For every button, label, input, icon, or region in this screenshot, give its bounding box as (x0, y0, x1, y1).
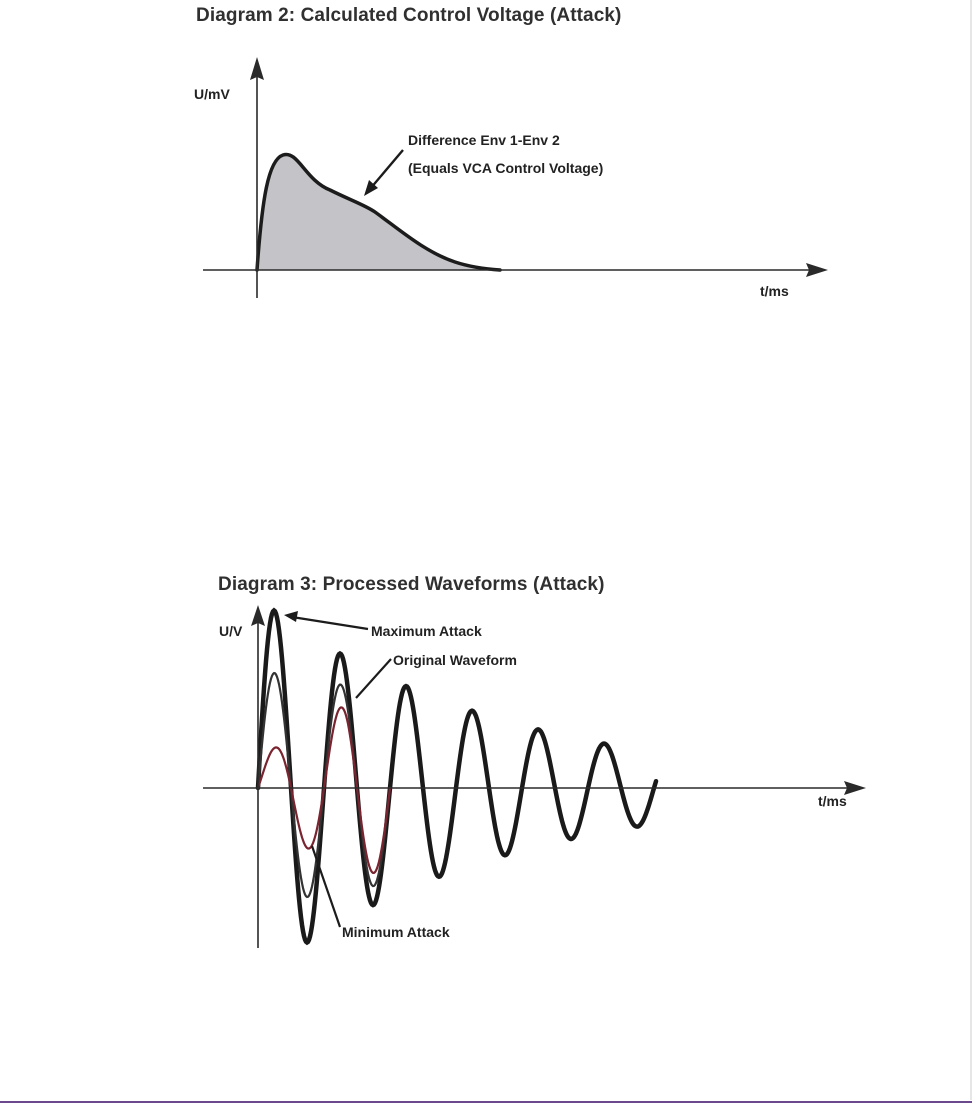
maximum-attack-pointer-arrow-icon (284, 611, 298, 622)
y-axis-arrow-icon (251, 605, 265, 626)
original-waveform-label: Original Waveform (393, 652, 517, 668)
minimum-attack-label: Minimum Attack (342, 924, 450, 940)
diagram-3-title: Diagram 3: Processed Waveforms (Attack) (218, 574, 605, 595)
diagram-2-title: Diagram 2: Calculated Control Voltage (Attack) (196, 5, 622, 26)
x-axis-arrow-icon (844, 781, 866, 795)
y-axis-label: U/mV (194, 86, 230, 102)
annotation-line-2: (Equals VCA Control Voltage) (408, 160, 604, 176)
minimum-attack-waveform (258, 707, 390, 873)
maximum-attack-label: Maximum Attack (371, 623, 482, 639)
x-axis-label: t/ms (760, 283, 789, 299)
annotation-line-1: Difference Env 1-Env 2 (408, 132, 560, 148)
maximum-attack-pointer (292, 617, 368, 629)
page-bottom-rule (0, 1101, 972, 1103)
y-axis-label: U/V (219, 623, 243, 639)
original-waveform-pointer (356, 659, 391, 698)
x-axis-label: t/ms (818, 793, 847, 809)
